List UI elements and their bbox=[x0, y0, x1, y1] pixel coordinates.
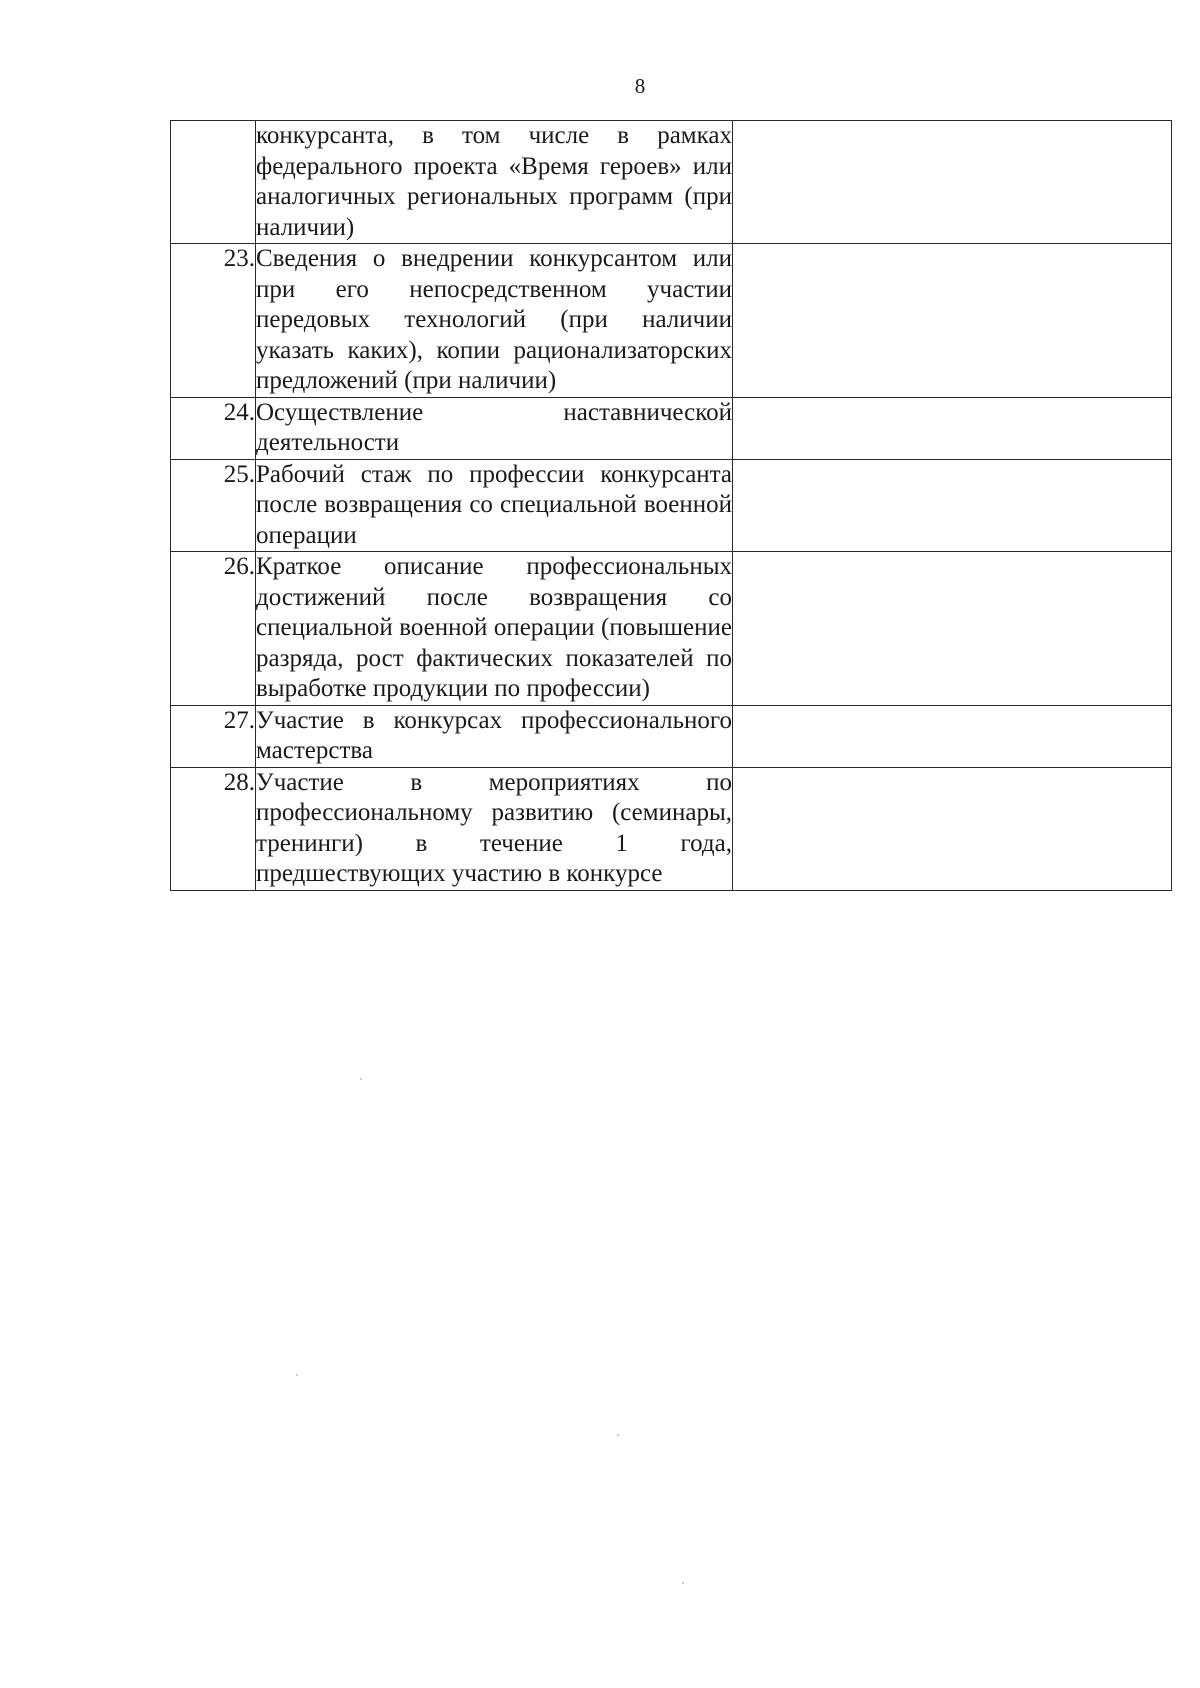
row-value-cell bbox=[733, 767, 1172, 890]
row-value-cell bbox=[733, 459, 1172, 552]
row-number bbox=[171, 121, 256, 244]
scan-speck bbox=[682, 1582, 684, 1584]
page-number: 8 bbox=[634, 74, 646, 98]
row-number: 24. bbox=[171, 397, 256, 459]
row-number: 27. bbox=[171, 705, 256, 767]
row-value-cell bbox=[733, 552, 1172, 706]
scan-speck bbox=[360, 1078, 362, 1080]
row-criterion-text: Сведения о внедрении конкурсантом или при его непосредственном участии передовых технологий (при наличии указать каких), копии рационализаторских предложений (при наличии) bbox=[256, 244, 733, 398]
row-number: 23. bbox=[171, 244, 256, 398]
row-criterion-text: Краткое описание профессиональных достижений после возвращения со специальной военной операции (повышение разряда, рост фактических показателей по выработке продукции по профессии) bbox=[256, 552, 733, 706]
row-criterion-text: Участие в мероприятиях по профессиональному развитию (семинары, тренинги) в течение 1 года, предшествующих участию в конкурсе bbox=[256, 767, 733, 890]
row-criterion-text: Осуществление наставнической деятельности bbox=[256, 397, 733, 459]
row-value-cell bbox=[733, 244, 1172, 398]
row-criterion-text: конкурсанта, в том числе в рамках федерального проекта «Время героев» или аналогичных региональных программ (при наличии) bbox=[256, 121, 733, 244]
table-row bbox=[171, 121, 1172, 244]
row-criterion-text: Участие в конкурсах профессионального мастерства bbox=[256, 705, 733, 767]
table-row bbox=[171, 459, 1172, 552]
table-row bbox=[171, 705, 1172, 767]
row-number: 25. bbox=[171, 459, 256, 552]
row-criterion-text: Рабочий стаж по профессии конкурсанта после возвращения со специальной военной операции bbox=[256, 459, 733, 552]
table-row bbox=[171, 397, 1172, 459]
row-value-cell bbox=[733, 121, 1172, 244]
table-row bbox=[171, 244, 1172, 398]
scan-speck bbox=[296, 1374, 298, 1376]
scan-speck bbox=[617, 1434, 619, 1436]
table-row bbox=[171, 767, 1172, 890]
table-row bbox=[171, 552, 1172, 706]
row-number: 26. bbox=[171, 552, 256, 706]
row-number: 28. bbox=[171, 767, 256, 890]
row-value-cell bbox=[733, 397, 1172, 459]
row-value-cell bbox=[733, 705, 1172, 767]
criteria-table bbox=[170, 120, 1172, 891]
